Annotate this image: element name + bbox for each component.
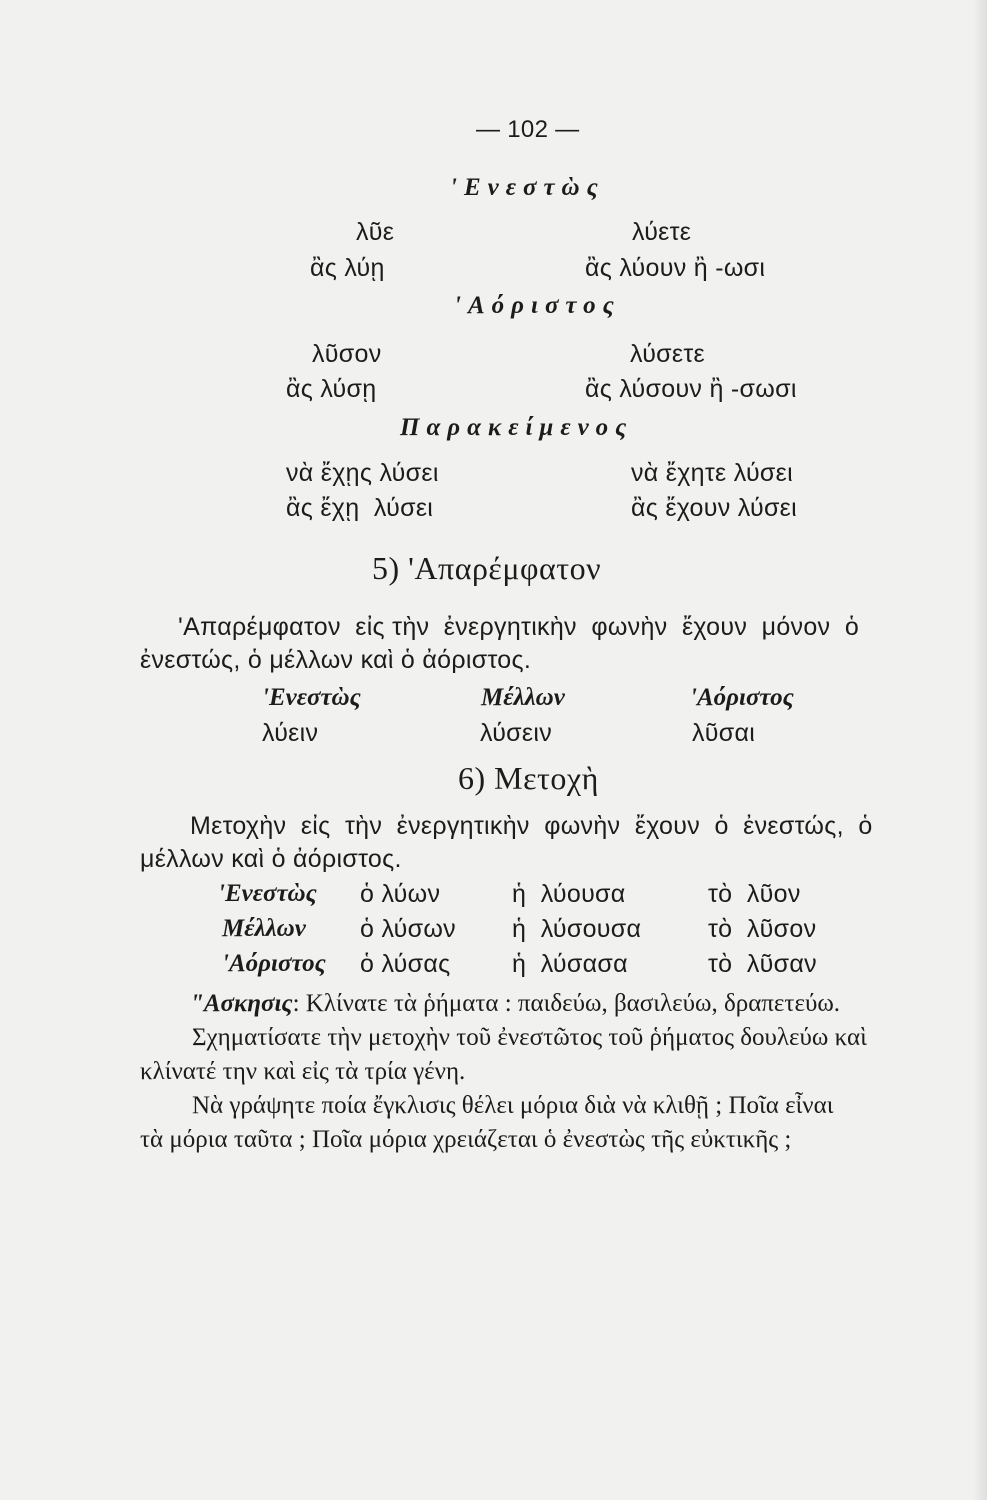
section-title-aorist: 'Αόριστος [454,292,621,319]
participle-feminine: ἡ λύσασα [512,950,628,978]
infinitive-label-aorist: 'Αόριστος [690,684,794,711]
participle-row-label: 'Ενεστὼς [218,880,317,907]
participle-neuter: τὸ λῦον [708,880,801,908]
form-perfect-right-1: νὰ ἔχητε λύσει [631,459,793,487]
participle-paragraph-line1: Μετοχὴν εἰς τὴν ἐνεργητικὴν φωνὴν ἔχουν ὁ ἐνεστώς, ὁ [190,812,873,840]
participle-row-label: Μέλλων [222,915,306,942]
form-present-right-1: λύετε [632,218,692,246]
infinitive-paragraph-line2: ἐνεστώς, ὁ μέλλων καὶ ὁ ἀόριστος. [140,646,532,674]
form-aorist-left-1: λῦσον [312,340,382,368]
exercise-line4: Νὰ γράψητε ποία ἔγκλισις θέλει μόρια διὰ νὰ κλιθῇ ; Ποῖα εἶναι [192,1092,834,1119]
form-aorist-right-2: ἂς λύσουν ἢ -σωσι [585,375,797,403]
participle-feminine: ἡ λύουσα [512,880,626,908]
exercise-line2: Σχηματίσατε τὴν μετοχὴν τοῦ ἐνεστῶτος τοῦ ῥήματος δουλεύω καὶ [192,1024,867,1051]
infinitive-form-present: λύειν [262,719,319,747]
infinitive-paragraph-line1: 'Απαρέμφατον εἰς τὴν ἐνεργητικὴν φωνὴν ἔχουν μόνον ὁ [178,613,860,641]
form-present-left-1: λῦε [356,218,395,246]
form-aorist-right-1: λύσετε [630,340,705,368]
participle-paragraph-line2: μέλλων καὶ ὁ ἀόριστος. [140,845,402,873]
participle-masculine: ὁ λύσας [360,950,451,978]
participle-row-label: 'Αόριστος [222,950,326,977]
infinitive-form-aorist: λῦσαι [692,719,756,747]
infinitive-label-future: Μέλλων [481,684,565,711]
participle-neuter: τὸ λῦσαν [708,950,817,978]
exercise-line5: τὰ μόρια ταῦτα ; Ποῖα μόρια χρειάζεται ὁ ἐνεστὼς τῆς εὐκτικῆς ; [140,1126,792,1153]
infinitive-form-future: λύσειν [480,719,553,747]
participle-masculine: ὁ λύσων [360,915,456,943]
form-present-right-2: ἂς λύουν ἢ -ωσι [585,254,766,282]
participle-masculine: ὁ λύων [360,880,441,908]
exercise-text-1: : Κλίνατε τὰ ῥήματα : παιδεύω, βασιλεύω, δραπετεύω. [292,990,841,1017]
form-present-left-2: ἂς λύῃ [310,254,385,282]
participle-neuter: τὸ λῦσον [708,915,817,943]
form-perfect-left-2: ἂς ἔχῃ λύσει [286,494,434,522]
page-number: — 102 — [476,116,580,143]
infinitive-label-present: 'Ενεστὼς [262,684,361,711]
heading-participle: 6) Μετοχὴ [458,760,599,796]
heading-infinitive: 5) 'Απαρέμφατον [372,550,602,586]
exercise-line1 [190,990,840,1018]
section-title-present: 'Ενεστὼς [450,174,605,201]
form-aorist-left-2: ἂς λύσῃ [286,375,377,403]
exercise-line3: κλίνατέ την καὶ εἰς τὰ τρία γένη. [140,1058,466,1085]
participle-feminine: ἡ λύσουσα [512,915,642,943]
form-perfect-right-2: ἂς ἔχουν λύσει [631,494,797,522]
exercise-label: "Ασκησις [190,990,293,1017]
page-edge-shadow [973,0,987,1500]
section-title-perfect: Παρακείμενος [400,414,634,441]
form-perfect-left-1: νὰ ἔχῃς λύσει [286,459,439,487]
